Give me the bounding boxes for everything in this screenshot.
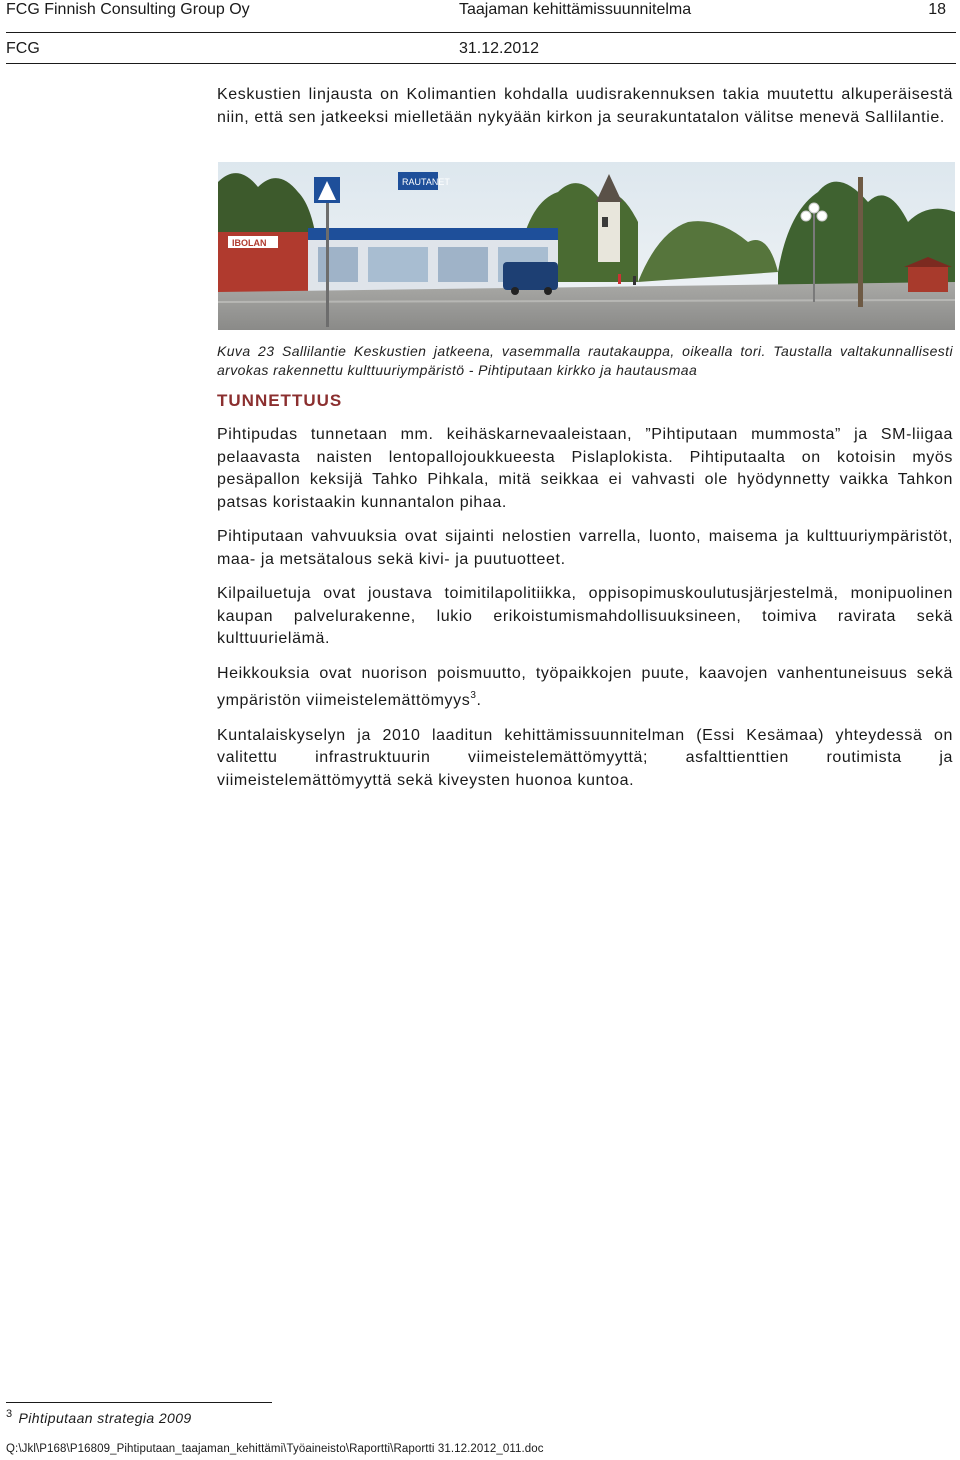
main-text: [217, 424, 953, 804]
store-sign-text: RAUTANET: [402, 177, 450, 187]
paragraph-5: Kuntalaiskyselyn ja 2010 laaditun kehittämissuunnitelman (Essi Kesämaa) yhteydessä on valitettu infrastruktuurin viimeistelemättömyyttä; asfalttienttien routimista ja viimeistelemättömyyttä sekä kiveysten huonoa kuntoa.: [217, 726, 953, 789]
street-photo: [218, 162, 955, 330]
header-page-number: 18: [928, 1, 946, 18]
header-divider: [6, 32, 956, 33]
header-short: FCG: [6, 40, 40, 57]
header-doc-title: Taajaman kehittämissuunnitelma: [459, 1, 692, 18]
paragraph-4: Heikkouksia ovat nuorison poismuutto, työpaikkojen puute, kaavojen vanhentuneisuus sekä ympäristön viimeistelemättömyys$^3$.: [217, 664, 953, 709]
photo-caption: Kuva 23 Sallilantie Keskustien jatkeena, vasemmalla rautakauppa, oikealla tori. Taustalla valtakunnallisesti arvokas rakennettu kulttuuriympäristö - Pihtiputaan kirkko ja hautausmaa: [217, 343, 953, 378]
paragraph-3: Kilpailuetuja ovat joustava toimitilapolitiikka, oppisopimuskoulutusjärjestelmä, monipuolinen kaupan palvelurakenne, lukio erikoistumismahdollisuuksineen, toimiva ravirata sekä kulttuurielämä.: [217, 585, 953, 647]
section-heading: TUNNETTUUS: [217, 391, 343, 410]
footnote-divider: [6, 1402, 272, 1403]
page-subheader: [6, 40, 954, 60]
file-path: Q:\Jkl\P168\P16809_Pihtiputaan_taajaman_kehittämi\Työaineisto\Raportti\Raportti 31.12.2012_011.doc: [6, 1443, 544, 1455]
left-sign-text: IBOLAN: [232, 238, 267, 248]
subheader-divider: [6, 63, 956, 64]
footnote-number: 3: [6, 1408, 13, 1420]
street-photo-image: [218, 162, 955, 330]
header-company: FCG Finnish Consulting Group Oy: [6, 1, 250, 18]
paragraph-1: Pihtipudas tunnetaan mm. keihäskarnevaaleistaan, ”Pihtiputaan mummosta” ja SM-liigaa pelaavasta naisten lentopallojoukkueesta Pislaplokista. Pihtiputaalta on kotoisin myös pesäpallon keksijä Tahko Pihkala, mitä seikkaa ei vahvasti ole hyödynnetty vaikka Tahkon patsas koristaakin kunnantalon pihaa.: [217, 426, 953, 511]
header-date: 31.12.2012: [459, 40, 540, 57]
page-header: [6, 1, 954, 21]
footnote-text: Pihtiputaan strategia 2009: [18, 1410, 192, 1426]
footnote-ref[interactable]: 3: [470, 690, 477, 701]
footnote: [6, 1408, 192, 1426]
intro-paragraph: Keskustien linjausta on Kolimantien kohdalla uudisrakennuksen takia muutettu alkuperäisestä niin, että sen jatkeeksi mielletään nykyään kirkon ja seurakuntatalon välitse menevä Sallilantie.: [217, 86, 953, 126]
paragraph-2: Pihtiputaan vahvuuksia ovat sijainti nelostien varrella, luonto, maisema ja kulttuuriympäristöt, maa- ja metsätalous sekä kivi- ja puutuotteet.: [217, 528, 953, 568]
